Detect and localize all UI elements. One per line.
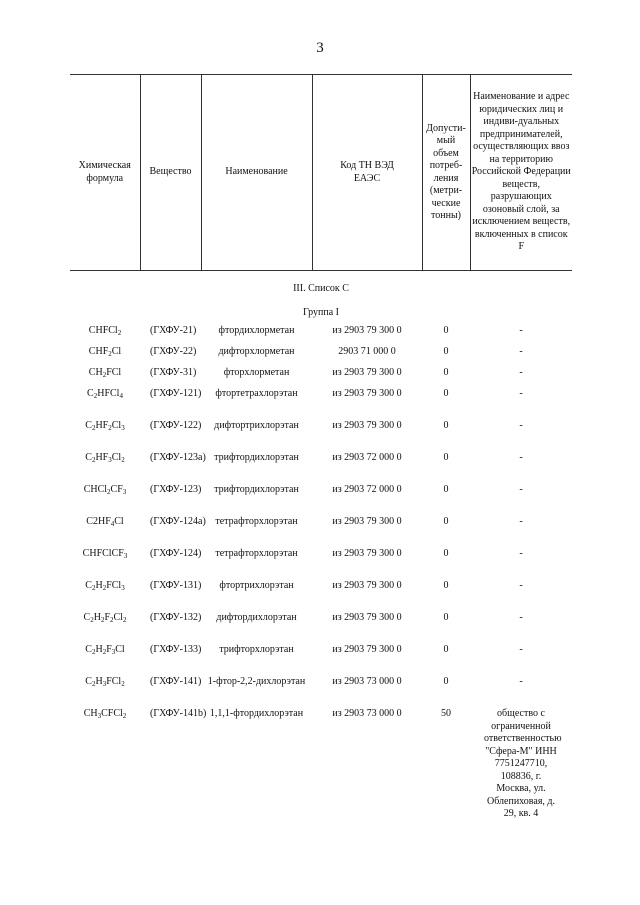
- importer-cell: -: [519, 420, 523, 431]
- formula-cell: $C_2HFCl_4$: [87, 388, 123, 400]
- name-cell: фтортетрахлорэтан: [215, 388, 298, 399]
- formula-cell: $CH_2FCl$: [88, 367, 122, 379]
- name-cell: дифтортрихлорэтан: [214, 420, 299, 431]
- formula-cell: CHFCl$_2$: [88, 325, 122, 337]
- name-cell: фтортрихлорэтан: [219, 580, 294, 591]
- substances-table: [70, 74, 572, 828]
- consumption-cell: 0: [443, 346, 449, 357]
- formula-cell: $C_2H_2F_3Cl$: [85, 644, 125, 656]
- name-cell: фторхлорметан: [223, 367, 290, 378]
- header-consumption: Допусти-мый объем потреб-ления (метри-ческие тонны): [422, 75, 470, 271]
- formula-cell: $C_2H_2F_2Cl_2$: [83, 612, 127, 624]
- formula-cell: $C2HF_4Cl$: [86, 516, 124, 528]
- consumption-cell: 0: [443, 367, 449, 378]
- table-row: [70, 580, 572, 612]
- consumption-cell: 0: [443, 612, 449, 623]
- code-cell: из 2903 72 000 0: [332, 452, 402, 463]
- table-row: [70, 548, 572, 580]
- name-cell: дифторхлорметан: [218, 346, 295, 357]
- name-cell: 1,1,1-фтордихлорэтан: [209, 708, 304, 719]
- importer-cell: -: [519, 548, 523, 559]
- header-importers: Наименование и адрес юридических лиц и индиви-дуальных предпринимателей, осуществляющих ввоз на территорию Российской Федерации веществ, разрушающих озоновый слой, за исключением веществ, включенных в список F: [470, 75, 572, 271]
- name-cell: 1-фтор-2,2-дихлорэтан: [207, 676, 306, 687]
- table-row: [70, 644, 572, 676]
- code-cell: 2903 71 000 0: [338, 346, 396, 357]
- table-row: [70, 367, 572, 388]
- code-cell: из 2903 79 300 0: [332, 325, 402, 336]
- table-row: [70, 325, 572, 346]
- name-cell: трифтордихлорэтан: [214, 484, 299, 495]
- importer-cell: -: [519, 346, 523, 357]
- substance-cell: (ГХФУ-141): [150, 676, 202, 687]
- importer-cell: -: [519, 325, 523, 336]
- importer-cell: -: [519, 644, 523, 655]
- code-cell: из 2903 79 300 0: [332, 612, 402, 623]
- consumption-cell: 0: [443, 516, 449, 527]
- substance-cell: (ГХФУ-124а): [150, 516, 206, 527]
- consumption-cell: 0: [443, 644, 449, 655]
- importer-cell: -: [519, 516, 523, 527]
- consumption-cell: 0: [443, 325, 449, 336]
- section-row: [70, 271, 572, 306]
- page-number: 3: [316, 40, 324, 56]
- importer-cell: общество с ограниченной ответственностью "Сфера-М" ИНН 7751247710, 108836, г. Москва, ул. Облепиховая, д. 29, кв. 4: [484, 708, 562, 819]
- importer-cell: -: [519, 580, 523, 591]
- code-cell: из 2903 72 000 0: [332, 484, 402, 495]
- code-cell: из 2903 79 300 0: [332, 644, 402, 655]
- code-cell: из 2903 79 300 0: [332, 516, 402, 527]
- code-cell: из 2903 73 000 0: [332, 676, 402, 687]
- consumption-cell: 0: [443, 484, 449, 495]
- substance-cell: (ГХФУ-141b): [150, 708, 207, 719]
- section-title: III. Список C: [293, 283, 349, 294]
- code-cell: из 2903 73 000 0: [332, 708, 402, 719]
- substance-cell: (ГХФУ-31): [150, 367, 197, 378]
- substance-cell: (ГХФУ-22): [150, 346, 197, 357]
- consumption-cell: 0: [443, 676, 449, 687]
- substance-cell: (ГХФУ-124): [150, 548, 202, 559]
- consumption-cell: 0: [443, 580, 449, 591]
- table-row: [70, 388, 572, 420]
- table-row: [70, 516, 572, 548]
- name-cell: дифтордихлорэтан: [216, 612, 297, 623]
- group-row: [70, 305, 572, 325]
- table-row: [70, 346, 572, 367]
- name-cell: фтордихлорметан: [218, 325, 295, 336]
- formula-cell: $C_2HF_2Cl_3$: [85, 420, 125, 432]
- importer-cell: -: [519, 388, 523, 399]
- name-cell: тетрафторхлорэтан: [215, 548, 298, 559]
- table-row: [70, 612, 572, 644]
- group-title: Группа I: [303, 307, 339, 318]
- header-code: Код ТН ВЭД ЕАЭС: [312, 75, 422, 271]
- table-row: [70, 484, 572, 516]
- importer-cell: -: [519, 452, 523, 463]
- formula-cell: $CHCl_2CF_3$: [83, 484, 127, 496]
- table-header-row: [70, 75, 572, 271]
- code-cell: из 2903 79 300 0: [332, 548, 402, 559]
- importer-cell: -: [519, 367, 523, 378]
- table-row: [70, 708, 572, 828]
- header-name: Наименование: [201, 75, 312, 271]
- name-cell: тетрафторхлорэтан: [215, 516, 298, 527]
- formula-cell: $C_2H_3FCl_2$: [85, 676, 125, 688]
- consumption-cell: 0: [443, 388, 449, 399]
- substance-cell: (ГХФУ-133): [150, 644, 202, 655]
- consumption-cell: 0: [443, 548, 449, 559]
- substance-cell: (ГХФУ-21): [150, 325, 197, 336]
- name-cell: трифтордихлорэтан: [214, 452, 299, 463]
- name-cell: трифторхлорэтан: [219, 644, 294, 655]
- substance-cell: (ГХФУ-123а): [150, 452, 206, 463]
- formula-cell: $CH_3CFCl_2$: [83, 708, 127, 720]
- formula-cell: $C_2HF_3Cl_2$: [85, 452, 125, 464]
- formula-cell: $C_2H_2FCl_3$: [85, 580, 125, 592]
- header-formula: Химическая формула: [70, 75, 140, 271]
- consumption-cell: 0: [443, 452, 449, 463]
- header-substance: Вещество: [140, 75, 201, 271]
- importer-cell: -: [519, 612, 523, 623]
- code-cell: из 2903 79 300 0: [332, 388, 402, 399]
- table-row: [70, 452, 572, 484]
- importer-cell: -: [519, 676, 523, 687]
- substance-cell: (ГХФУ-123): [150, 484, 202, 495]
- formula-cell: CHFClCF$_3$: [82, 548, 128, 560]
- consumption-cell: 50: [441, 708, 451, 719]
- code-cell: из 2903 79 300 0: [332, 367, 402, 378]
- table-row: [70, 420, 572, 452]
- code-cell: из 2903 79 300 0: [332, 420, 402, 431]
- substance-cell: (ГХФУ-131): [150, 580, 202, 591]
- table-row: [70, 676, 572, 708]
- substance-cell: (ГХФУ-121): [150, 388, 202, 399]
- consumption-cell: 0: [443, 420, 449, 431]
- importer-cell: -: [519, 484, 523, 495]
- substance-cell: (ГХФУ-122): [150, 420, 202, 431]
- substance-cell: (ГХФУ-132): [150, 612, 202, 623]
- code-cell: из 2903 79 300 0: [332, 580, 402, 591]
- formula-cell: $CHF_2Cl$: [88, 346, 122, 358]
